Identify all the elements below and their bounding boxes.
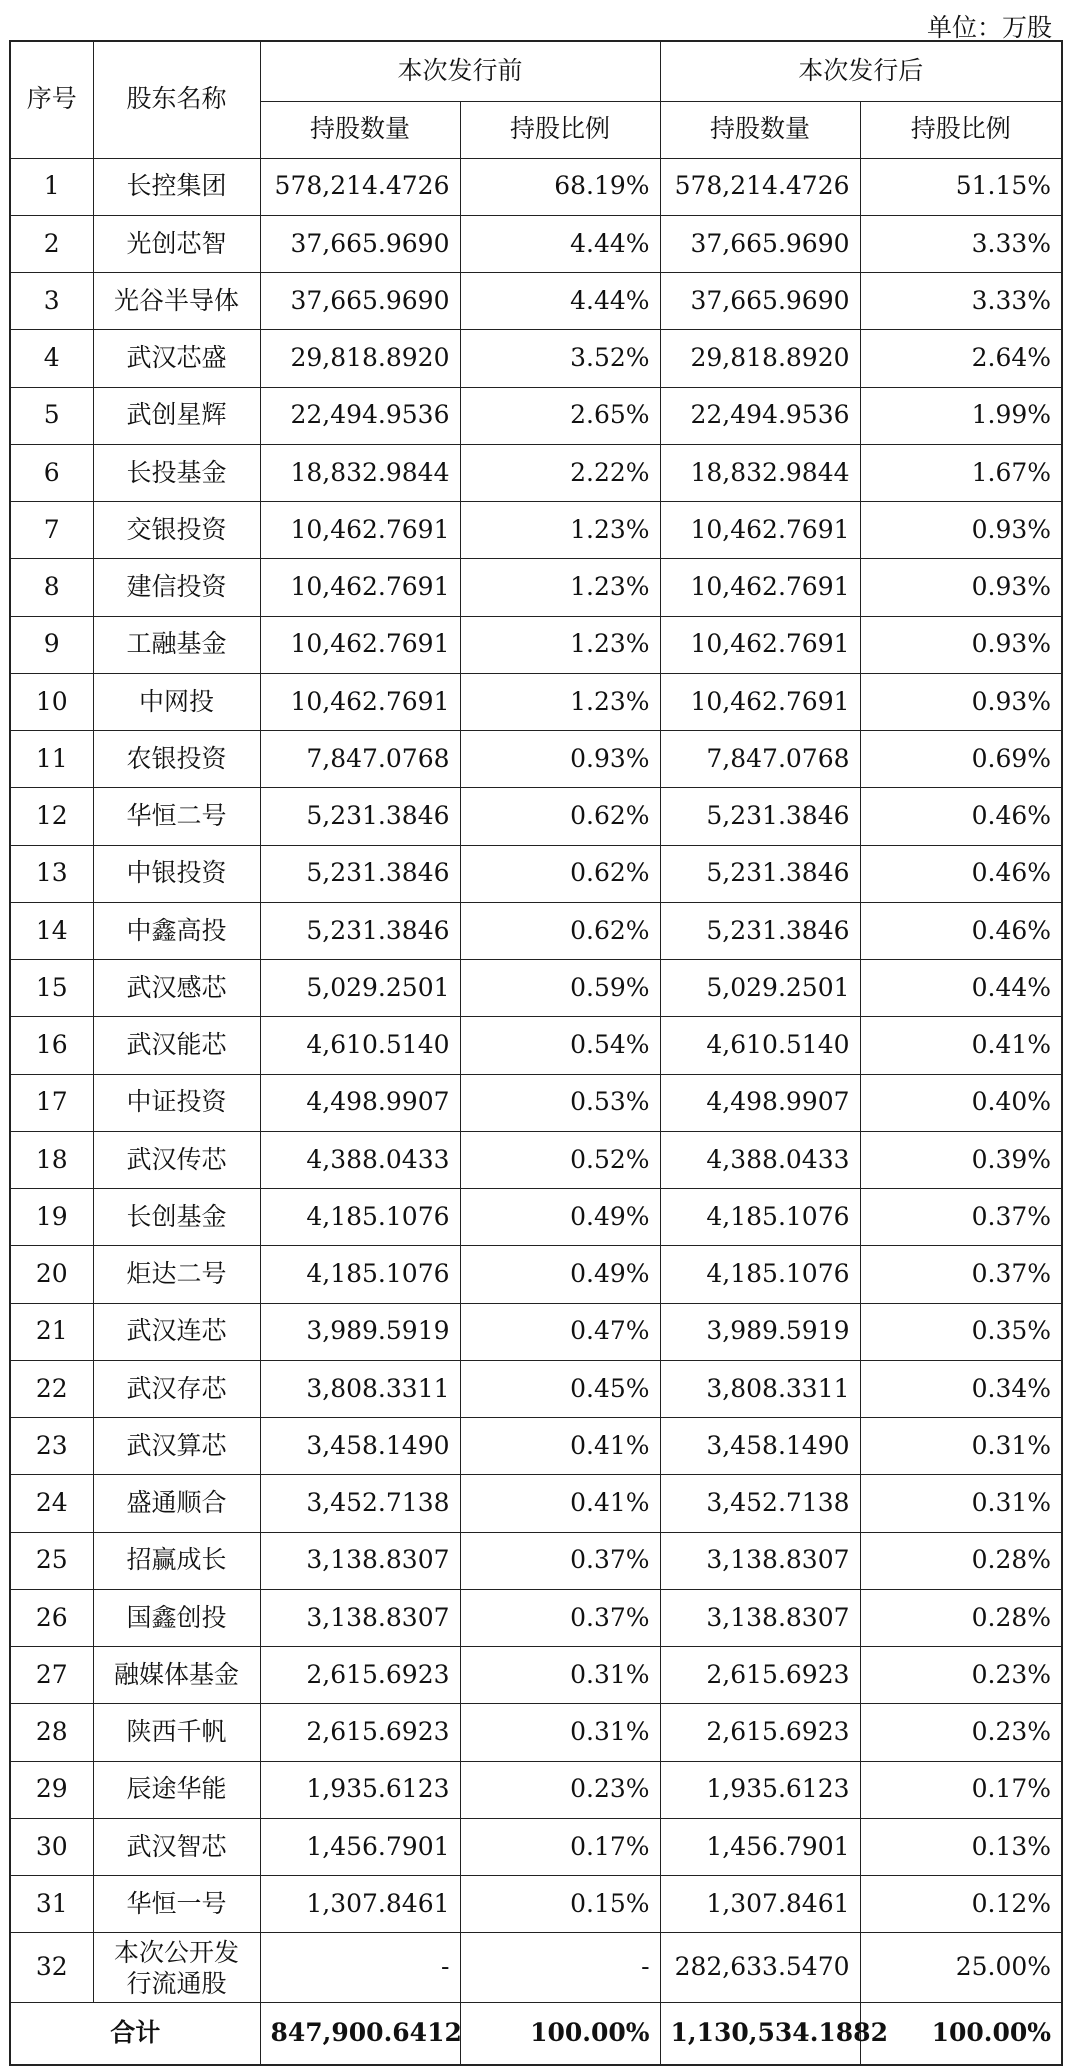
cell-after-shares: 4,498.9907 bbox=[660, 1074, 860, 1131]
cell-shareholder-name: 武汉感芯 bbox=[93, 960, 260, 1017]
cell-seq: 6 bbox=[10, 444, 93, 501]
cell-before-ratio: 3.52% bbox=[460, 330, 660, 387]
cell-shareholder-name: 光谷半导体 bbox=[93, 273, 260, 330]
table-row bbox=[10, 158, 1062, 215]
cell-after-ratio: 0.34% bbox=[860, 1360, 1062, 1417]
cell-shareholder-name: 长控集团 bbox=[93, 158, 260, 215]
cell-after-shares: 18,832.9844 bbox=[660, 444, 860, 501]
cell-before-shares: 10,462.7691 bbox=[260, 673, 460, 730]
cell-seq: 21 bbox=[10, 1303, 93, 1360]
cell-before-shares: 4,498.9907 bbox=[260, 1074, 460, 1131]
cell-before-ratio: 1.23% bbox=[460, 673, 660, 730]
cell-after-shares: 5,231.3846 bbox=[660, 788, 860, 845]
cell-after-shares: 5,231.3846 bbox=[660, 902, 860, 959]
cell-before-shares: 4,185.1076 bbox=[260, 1246, 460, 1303]
cell-shareholder-name: 中鑫高投 bbox=[93, 902, 260, 959]
cell-after-ratio: 51.15% bbox=[860, 158, 1062, 215]
cell-before-shares: - bbox=[260, 1933, 460, 2003]
cell-before-shares: 5,029.2501 bbox=[260, 960, 460, 1017]
header-after: 本次发行后 bbox=[660, 41, 1062, 101]
cell-before-shares: 4,610.5140 bbox=[260, 1017, 460, 1074]
cell-before-shares: 37,665.9690 bbox=[260, 273, 460, 330]
cell-after-shares: 2,615.6923 bbox=[660, 1647, 860, 1704]
cell-before-ratio: 1.23% bbox=[460, 502, 660, 559]
cell-after-shares: 3,458.1490 bbox=[660, 1418, 860, 1475]
cell-before-ratio: 0.62% bbox=[460, 902, 660, 959]
total-after-shares: 1,130,534.1882 bbox=[660, 2003, 860, 2065]
cell-after-ratio: 0.46% bbox=[860, 845, 1062, 902]
cell-after-shares: 10,462.7691 bbox=[660, 616, 860, 673]
cell-seq: 18 bbox=[10, 1131, 93, 1188]
cell-after-ratio: 25.00% bbox=[860, 1933, 1062, 2003]
cell-after-ratio: 0.46% bbox=[860, 902, 1062, 959]
cell-shareholder-name: 华恒一号 bbox=[93, 1876, 260, 1933]
cell-shareholder-name: 招赢成长 bbox=[93, 1532, 260, 1589]
table-row bbox=[10, 1189, 1062, 1246]
cell-after-shares: 4,185.1076 bbox=[660, 1189, 860, 1246]
cell-before-shares: 578,214.4726 bbox=[260, 158, 460, 215]
table-row bbox=[10, 616, 1062, 673]
cell-before-ratio: - bbox=[460, 1933, 660, 2003]
cell-shareholder-name: 武汉芯盛 bbox=[93, 330, 260, 387]
cell-before-shares: 1,456.7901 bbox=[260, 1818, 460, 1875]
cell-shareholder-name: 盛通顺合 bbox=[93, 1475, 260, 1532]
cell-seq: 5 bbox=[10, 387, 93, 444]
total-label: 合计 bbox=[10, 2003, 260, 2065]
table-row bbox=[10, 444, 1062, 501]
cell-after-ratio: 3.33% bbox=[860, 215, 1062, 272]
table-row bbox=[10, 502, 1062, 559]
table-row bbox=[10, 1074, 1062, 1131]
cell-after-ratio: 0.23% bbox=[860, 1647, 1062, 1704]
cell-before-shares: 3,138.8307 bbox=[260, 1589, 460, 1646]
cell-shareholder-name: 陕西千帆 bbox=[93, 1704, 260, 1761]
cell-seq: 16 bbox=[10, 1017, 93, 1074]
cell-after-shares: 3,138.8307 bbox=[660, 1589, 860, 1646]
cell-after-shares: 37,665.9690 bbox=[660, 273, 860, 330]
cell-after-ratio: 0.40% bbox=[860, 1074, 1062, 1131]
cell-seq: 12 bbox=[10, 788, 93, 845]
cell-seq: 24 bbox=[10, 1475, 93, 1532]
cell-after-ratio: 0.93% bbox=[860, 616, 1062, 673]
cell-shareholder-name: 武创星辉 bbox=[93, 387, 260, 444]
cell-seq: 30 bbox=[10, 1818, 93, 1875]
table-row bbox=[10, 1360, 1062, 1417]
cell-before-shares: 10,462.7691 bbox=[260, 502, 460, 559]
header-name: 股东名称 bbox=[93, 41, 260, 158]
cell-seq: 32 bbox=[10, 1933, 93, 2003]
cell-before-shares: 3,808.3311 bbox=[260, 1360, 460, 1417]
cell-shareholder-name: 交银投资 bbox=[93, 502, 260, 559]
cell-before-shares: 2,615.6923 bbox=[260, 1647, 460, 1704]
cell-seq: 14 bbox=[10, 902, 93, 959]
cell-before-shares: 3,452.7138 bbox=[260, 1475, 460, 1532]
cell-before-shares: 37,665.9690 bbox=[260, 215, 460, 272]
cell-before-ratio: 0.15% bbox=[460, 1876, 660, 1933]
cell-seq: 20 bbox=[10, 1246, 93, 1303]
cell-shareholder-name: 农银投资 bbox=[93, 731, 260, 788]
cell-seq: 28 bbox=[10, 1704, 93, 1761]
cell-after-ratio: 0.28% bbox=[860, 1589, 1062, 1646]
cell-after-ratio: 0.93% bbox=[860, 673, 1062, 730]
table-row bbox=[10, 387, 1062, 444]
cell-after-ratio: 0.37% bbox=[860, 1189, 1062, 1246]
cell-after-shares: 29,818.8920 bbox=[660, 330, 860, 387]
header-before-shares: 持股数量 bbox=[260, 101, 460, 158]
cell-seq: 29 bbox=[10, 1761, 93, 1818]
cell-seq: 13 bbox=[10, 845, 93, 902]
cell-after-ratio: 0.23% bbox=[860, 1704, 1062, 1761]
cell-shareholder-name: 武汉算芯 bbox=[93, 1418, 260, 1475]
table-row bbox=[10, 960, 1062, 1017]
cell-before-ratio: 4.44% bbox=[460, 215, 660, 272]
cell-after-ratio: 0.39% bbox=[860, 1131, 1062, 1188]
header-row-top bbox=[10, 41, 1062, 101]
cell-shareholder-name: 中证投资 bbox=[93, 1074, 260, 1131]
cell-seq: 1 bbox=[10, 158, 93, 215]
cell-seq: 27 bbox=[10, 1647, 93, 1704]
table-row bbox=[10, 1246, 1062, 1303]
table-row bbox=[10, 845, 1062, 902]
cell-after-ratio: 3.33% bbox=[860, 273, 1062, 330]
cell-after-ratio: 0.28% bbox=[860, 1532, 1062, 1589]
cell-shareholder-name: 长投基金 bbox=[93, 444, 260, 501]
cell-before-shares: 22,494.9536 bbox=[260, 387, 460, 444]
table-row bbox=[10, 1589, 1062, 1646]
cell-before-shares: 5,231.3846 bbox=[260, 788, 460, 845]
cell-before-shares: 1,307.8461 bbox=[260, 1876, 460, 1933]
cell-after-shares: 10,462.7691 bbox=[660, 502, 860, 559]
cell-before-ratio: 0.62% bbox=[460, 788, 660, 845]
cell-before-ratio: 0.41% bbox=[460, 1418, 660, 1475]
cell-before-ratio: 0.54% bbox=[460, 1017, 660, 1074]
cell-shareholder-name: 光创芯智 bbox=[93, 215, 260, 272]
cell-after-ratio: 0.12% bbox=[860, 1876, 1062, 1933]
cell-after-ratio: 0.93% bbox=[860, 559, 1062, 616]
cell-before-ratio: 1.23% bbox=[460, 559, 660, 616]
table-row bbox=[10, 1647, 1062, 1704]
cell-before-ratio: 0.49% bbox=[460, 1189, 660, 1246]
cell-after-ratio: 0.17% bbox=[860, 1761, 1062, 1818]
cell-before-shares: 4,388.0433 bbox=[260, 1131, 460, 1188]
header-before-ratio: 持股比例 bbox=[460, 101, 660, 158]
total-before-ratio: 100.00% bbox=[460, 2003, 660, 2065]
cell-shareholder-name: 建信投资 bbox=[93, 559, 260, 616]
cell-seq: 4 bbox=[10, 330, 93, 387]
cell-shareholder-name: 武汉智芯 bbox=[93, 1818, 260, 1875]
cell-after-ratio: 1.67% bbox=[860, 444, 1062, 501]
cell-before-ratio: 0.49% bbox=[460, 1246, 660, 1303]
cell-seq: 2 bbox=[10, 215, 93, 272]
table-body bbox=[10, 158, 1062, 2003]
total-row bbox=[10, 2003, 1062, 2065]
cell-after-shares: 578,214.4726 bbox=[660, 158, 860, 215]
cell-seq: 22 bbox=[10, 1360, 93, 1417]
cell-before-ratio: 0.47% bbox=[460, 1303, 660, 1360]
cell-seq: 25 bbox=[10, 1532, 93, 1589]
cell-shareholder-name: 工融基金 bbox=[93, 616, 260, 673]
cell-shareholder-name: 武汉连芯 bbox=[93, 1303, 260, 1360]
table-row bbox=[10, 1532, 1062, 1589]
cell-before-shares: 3,989.5919 bbox=[260, 1303, 460, 1360]
cell-seq: 31 bbox=[10, 1876, 93, 1933]
cell-shareholder-name: 中网投 bbox=[93, 673, 260, 730]
cell-before-ratio: 0.59% bbox=[460, 960, 660, 1017]
cell-after-shares: 2,615.6923 bbox=[660, 1704, 860, 1761]
total-before-shares: 847,900.6412 bbox=[260, 2003, 460, 2065]
table-row bbox=[10, 1818, 1062, 1875]
cell-seq: 9 bbox=[10, 616, 93, 673]
cell-shareholder-name: 武汉能芯 bbox=[93, 1017, 260, 1074]
cell-before-ratio: 0.41% bbox=[460, 1475, 660, 1532]
table-row bbox=[10, 731, 1062, 788]
cell-seq: 3 bbox=[10, 273, 93, 330]
header-before: 本次发行前 bbox=[260, 41, 660, 101]
cell-before-ratio: 0.23% bbox=[460, 1761, 660, 1818]
cell-before-shares: 4,185.1076 bbox=[260, 1189, 460, 1246]
cell-before-ratio: 0.17% bbox=[460, 1818, 660, 1875]
table-row bbox=[10, 1933, 1062, 2003]
total-after-ratio: 100.00% bbox=[860, 2003, 1062, 2065]
cell-shareholder-name: 中银投资 bbox=[93, 845, 260, 902]
cell-before-ratio: 0.93% bbox=[460, 731, 660, 788]
table-row bbox=[10, 1876, 1062, 1933]
cell-after-ratio: 0.31% bbox=[860, 1418, 1062, 1475]
cell-after-ratio: 0.13% bbox=[860, 1818, 1062, 1875]
cell-before-shares: 1,935.6123 bbox=[260, 1761, 460, 1818]
cell-after-shares: 22,494.9536 bbox=[660, 387, 860, 444]
table-row bbox=[10, 330, 1062, 387]
cell-after-shares: 1,307.8461 bbox=[660, 1876, 860, 1933]
table-row bbox=[10, 559, 1062, 616]
cell-after-shares: 5,231.3846 bbox=[660, 845, 860, 902]
cell-after-ratio: 2.64% bbox=[860, 330, 1062, 387]
cell-shareholder-name: 国鑫创投 bbox=[93, 1589, 260, 1646]
cell-before-shares: 3,138.8307 bbox=[260, 1532, 460, 1589]
cell-after-shares: 3,808.3311 bbox=[660, 1360, 860, 1417]
cell-after-shares: 7,847.0768 bbox=[660, 731, 860, 788]
cell-before-ratio: 0.53% bbox=[460, 1074, 660, 1131]
cell-before-shares: 10,462.7691 bbox=[260, 616, 460, 673]
cell-before-shares: 5,231.3846 bbox=[260, 845, 460, 902]
cell-shareholder-name: 武汉传芯 bbox=[93, 1131, 260, 1188]
cell-after-shares: 3,989.5919 bbox=[660, 1303, 860, 1360]
table-row bbox=[10, 673, 1062, 730]
table-row bbox=[10, 1418, 1062, 1475]
header-after-shares: 持股数量 bbox=[660, 101, 860, 158]
cell-after-ratio: 0.44% bbox=[860, 960, 1062, 1017]
cell-shareholder-name: 炬达二号 bbox=[93, 1246, 260, 1303]
cell-after-shares: 4,185.1076 bbox=[660, 1246, 860, 1303]
cell-shareholder-name: 辰途华能 bbox=[93, 1761, 260, 1818]
cell-before-ratio: 4.44% bbox=[460, 273, 660, 330]
cell-seq: 7 bbox=[10, 502, 93, 559]
cell-before-ratio: 0.62% bbox=[460, 845, 660, 902]
cell-after-ratio: 1.99% bbox=[860, 387, 1062, 444]
table-row bbox=[10, 215, 1062, 272]
cell-before-ratio: 0.37% bbox=[460, 1532, 660, 1589]
cell-shareholder-name: 本次公开发行流通股 bbox=[93, 1933, 260, 2003]
cell-seq: 23 bbox=[10, 1418, 93, 1475]
cell-before-shares: 10,462.7691 bbox=[260, 559, 460, 616]
cell-before-shares: 29,818.8920 bbox=[260, 330, 460, 387]
cell-after-ratio: 0.69% bbox=[860, 731, 1062, 788]
cell-seq: 11 bbox=[10, 731, 93, 788]
cell-before-shares: 2,615.6923 bbox=[260, 1704, 460, 1761]
cell-seq: 19 bbox=[10, 1189, 93, 1246]
cell-before-shares: 3,458.1490 bbox=[260, 1418, 460, 1475]
cell-before-ratio: 0.52% bbox=[460, 1131, 660, 1188]
cell-after-ratio: 0.31% bbox=[860, 1475, 1062, 1532]
cell-after-ratio: 0.46% bbox=[860, 788, 1062, 845]
cell-after-ratio: 0.37% bbox=[860, 1246, 1062, 1303]
cell-after-ratio: 0.41% bbox=[860, 1017, 1062, 1074]
cell-before-ratio: 1.23% bbox=[460, 616, 660, 673]
cell-before-ratio: 2.65% bbox=[460, 387, 660, 444]
cell-before-shares: 5,231.3846 bbox=[260, 902, 460, 959]
cell-after-shares: 3,452.7138 bbox=[660, 1475, 860, 1532]
cell-shareholder-name: 长创基金 bbox=[93, 1189, 260, 1246]
cell-shareholder-name: 武汉存芯 bbox=[93, 1360, 260, 1417]
cell-shareholder-name: 华恒二号 bbox=[93, 788, 260, 845]
cell-seq: 10 bbox=[10, 673, 93, 730]
cell-after-shares: 4,610.5140 bbox=[660, 1017, 860, 1074]
cell-before-shares: 18,832.9844 bbox=[260, 444, 460, 501]
shareholding-table bbox=[9, 40, 1063, 2066]
cell-before-ratio: 2.22% bbox=[460, 444, 660, 501]
cell-shareholder-name: 融媒体基金 bbox=[93, 1647, 260, 1704]
cell-after-shares: 4,388.0433 bbox=[660, 1131, 860, 1188]
cell-after-shares: 282,633.5470 bbox=[660, 1933, 860, 2003]
cell-before-ratio: 0.37% bbox=[460, 1589, 660, 1646]
header-seq: 序号 bbox=[10, 41, 93, 158]
table-row bbox=[10, 788, 1062, 845]
table-row bbox=[10, 1017, 1062, 1074]
cell-after-shares: 3,138.8307 bbox=[660, 1532, 860, 1589]
cell-seq: 15 bbox=[10, 960, 93, 1017]
table-row bbox=[10, 902, 1062, 959]
header-after-ratio: 持股比例 bbox=[860, 101, 1062, 158]
cell-seq: 17 bbox=[10, 1074, 93, 1131]
cell-before-ratio: 68.19% bbox=[460, 158, 660, 215]
cell-after-shares: 5,029.2501 bbox=[660, 960, 860, 1017]
unit-label: 单位：万股 bbox=[926, 13, 1052, 42]
table-row bbox=[10, 1475, 1062, 1532]
cell-after-shares: 10,462.7691 bbox=[660, 559, 860, 616]
cell-before-ratio: 0.45% bbox=[460, 1360, 660, 1417]
table-row bbox=[10, 1303, 1062, 1360]
cell-seq: 26 bbox=[10, 1589, 93, 1646]
cell-after-ratio: 0.35% bbox=[860, 1303, 1062, 1360]
cell-before-shares: 7,847.0768 bbox=[260, 731, 460, 788]
table-row bbox=[10, 1704, 1062, 1761]
cell-after-shares: 1,456.7901 bbox=[660, 1818, 860, 1875]
cell-after-shares: 10,462.7691 bbox=[660, 673, 860, 730]
table-row bbox=[10, 273, 1062, 330]
cell-after-shares: 1,935.6123 bbox=[660, 1761, 860, 1818]
cell-seq: 8 bbox=[10, 559, 93, 616]
cell-before-ratio: 0.31% bbox=[460, 1704, 660, 1761]
table-row bbox=[10, 1761, 1062, 1818]
table-row bbox=[10, 1131, 1062, 1188]
cell-before-ratio: 0.31% bbox=[460, 1647, 660, 1704]
cell-after-shares: 37,665.9690 bbox=[660, 215, 860, 272]
cell-after-ratio: 0.93% bbox=[860, 502, 1062, 559]
